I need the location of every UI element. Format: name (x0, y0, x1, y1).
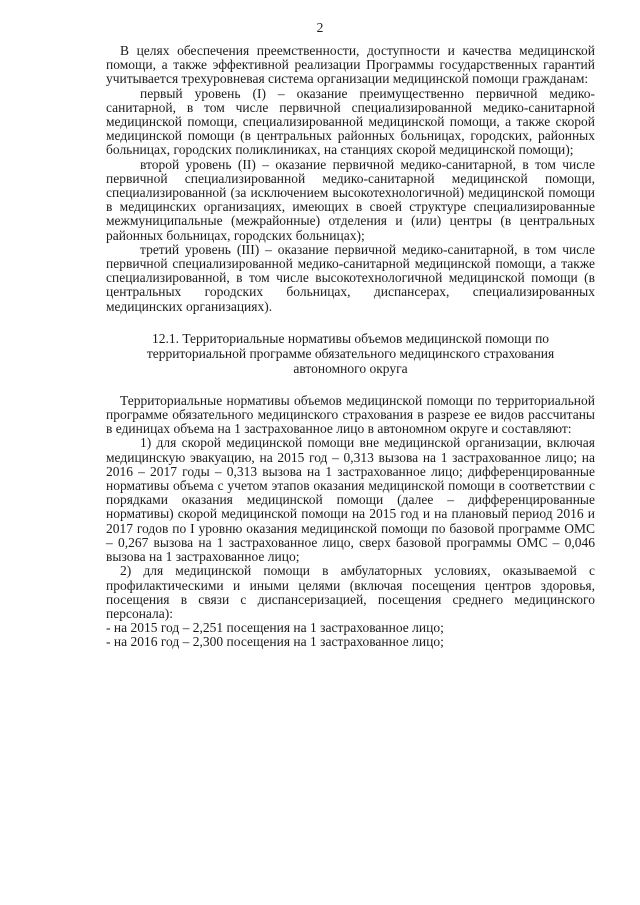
ambulance-paragraph: 1) для скорой медицинской помощи вне медицинской организации, включая медицинскую эвакуацию, на 2015 год – 0,313 вызова на 1 застрахованное лицо; на 2016 – 2017 годы – 0,313 вызова на 1 застрахованное лицо; дифференцированные нормативы объема с учетом этапов оказания медицинской помощи в соответствии с порядками оказания медицинской помощи (далее – дифференцированные нормативы) скорой медицинской помощи на 2015 год и на плановый период 2016 и 2017 годов по I уровню оказания медицинской помощи по базовой программе ОМС – 0,267 вызова на 1 застрахованное лицо, сверх базовой программы ОМС – 0,046 вызова на 1 застрахованное лицо; (106, 435, 595, 565)
outpatient-paragraph: 2) для медицинской помощи в амбулаторных условиях, оказываемой с профилактическими и иными целями (включая посещения центров здоровья, посещения в связи с диспансеризацией, посещения среднего медицинского персонала): (106, 563, 595, 621)
intro-paragraph: В целях обеспечения преемственности, доступности и качества медицинской помощи, а также эффективной реализации Программы государственных гарантий учитывается трехуровневая система организации медицинской помощи гражданам: (106, 43, 595, 87)
level-one-paragraph: первый уровень (I) – оказание преимущественно первичной медико-санитарной, в том числе первичной специализированной медико-санитарной медицинской помощи, специализированной медицинской помощи, а также скорой медицинской помощи (в центральных районных больницах, городских, районных больницах, городских поликлиниках, на станциях скорой медицинской помощи); (106, 85, 595, 158)
level-three-paragraph: третий уровень (III) – оказание первичной медико-санитарной, в том числе первичной специализированной медико-санитарной медицинской помощи, а также специализированной, в том числе высокотехнологичной медицинской помощи (в центральных городских больницах, диспансерах, специализированных медицинских организациях). (106, 241, 595, 314)
level-two-paragraph: второй уровень (II) – оказание первичной медико-санитарной, в том числе первичной специализированной медико-санитарной медицинской помощи, специализированной (за исключением высокотехнологичной) медицинской помощи в медицинских организациях, имеющих в своей структуре специализированные межмуниципальные (межрайонные) отделения и (или) центры (в центральных районных больницах, городских больницах); (106, 156, 595, 243)
page-number: 2 (316, 20, 324, 35)
document-body (106, 44, 595, 650)
list-item: - на 2015 год – 2,251 посещения на 1 застрахованное лицо; (106, 620, 444, 636)
norms-intro-paragraph: Территориальные нормативы объемов медицинской помощи по территориальной программе обязательного медицинского страхования в разрезе ее видов рассчитаны в единицах объема на 1 застрахованное лицо в автономном округе и составляют: (106, 392, 595, 437)
list-item: - на 2016 год – 2,300 посещения на 1 застрахованное лицо; (106, 634, 444, 650)
section-heading: 12.1. Территориальные нормативы объемов медицинской помощи по территориальной программе обязательного медицинского страхования автономного округа (146, 330, 555, 376)
